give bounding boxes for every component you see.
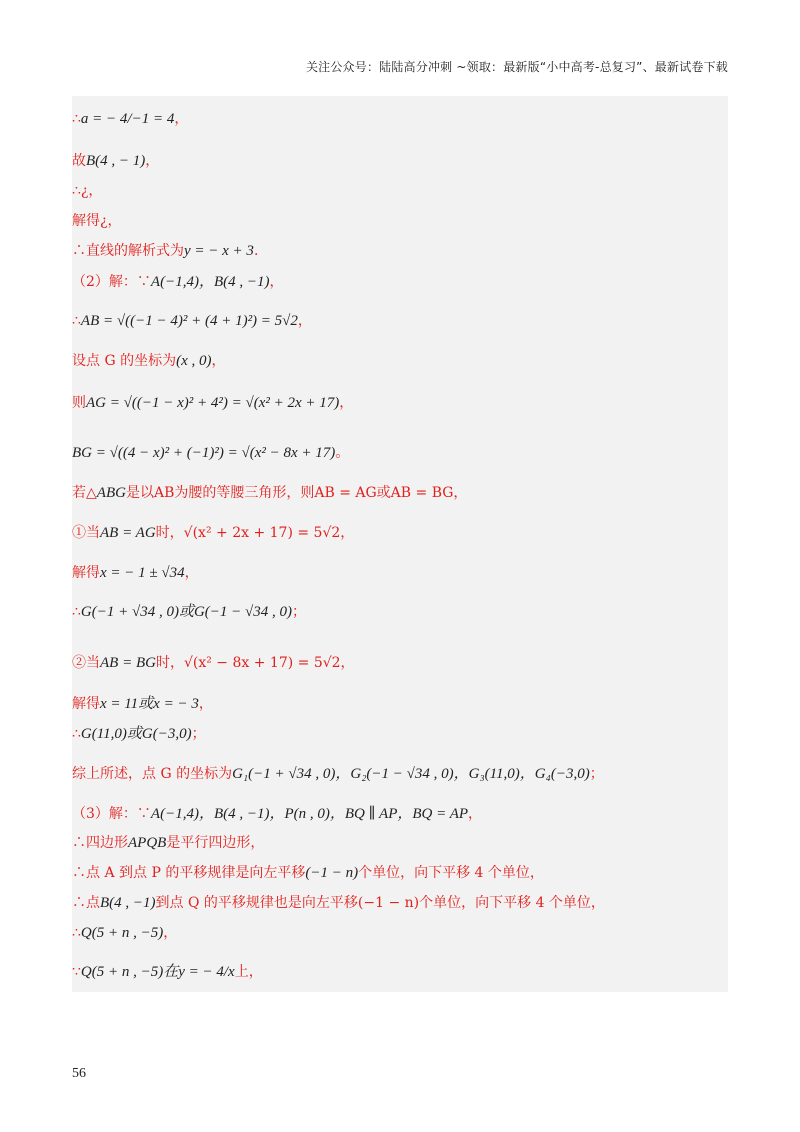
line-text: ，	[184, 565, 199, 581]
solution-line	[72, 482, 467, 502]
math-expression: AB = BG	[100, 655, 156, 671]
line-text: 时，√(x² − 8x + 17) = 5√2，	[155, 655, 355, 671]
solution-line	[72, 762, 604, 783]
line-text: ∴¿	[72, 183, 89, 199]
line-text: ∵	[72, 964, 81, 980]
solution-line	[72, 442, 349, 462]
line-text: 到点 Q 的平移规律也是向左平移(−1 − n)个单位，向下平移 4 个单位，	[155, 895, 605, 911]
math-expression: AB = √((−1 − 4)² + (4 + 1)²) = 5√2	[80, 313, 298, 329]
solution-line	[72, 350, 226, 370]
math-expression: x = 11或x = − 3	[100, 696, 199, 712]
line-text: 解得	[72, 565, 100, 581]
solution-line	[72, 960, 263, 981]
math-expression: B(4 , −1)	[100, 895, 156, 911]
line-text: ，	[163, 925, 178, 941]
line-text: ∴	[72, 111, 81, 127]
line-text: ∴	[72, 604, 81, 620]
math-expression: B(4 , − 1)	[86, 153, 146, 169]
line-text: ∴点	[72, 895, 100, 911]
math-expression: G(−1 + √34 , 0)或G(−1 − √34 , 0)	[80, 604, 293, 620]
math-expression: G(11,0)或G(−3,0)	[80, 726, 192, 742]
math-expression: x = − 1 ± √34	[100, 565, 185, 581]
line-text: ∴	[72, 313, 81, 329]
line-text: 则	[72, 395, 86, 411]
line-text: ，	[88, 183, 103, 199]
math-expression: (x , 0)	[176, 353, 212, 369]
line-text: 是平行四边形，	[166, 835, 265, 851]
line-text: ，	[211, 353, 226, 369]
solution-box	[72, 96, 728, 992]
line-text: ；	[191, 726, 206, 742]
solution-line	[72, 802, 482, 823]
solution-line	[72, 922, 177, 942]
line-text: ，	[269, 274, 284, 290]
line-text: ∴四边形	[72, 835, 128, 851]
line-text: ，	[198, 696, 213, 712]
line-text: ；	[589, 766, 604, 782]
line-text: 综上所述，点 G 的坐标为	[72, 766, 233, 782]
solution-line	[72, 892, 605, 912]
math-expression: APQB	[128, 835, 167, 851]
math-expression: y = − x + 3	[184, 243, 254, 259]
line-text: 若△	[72, 485, 97, 501]
line-text: ∴直线的解析式为	[72, 243, 184, 259]
line-text: ，	[339, 395, 354, 411]
solution-line	[72, 652, 355, 672]
solution-line	[72, 522, 354, 542]
solution-line	[72, 150, 159, 170]
solution-line	[72, 180, 102, 200]
solution-line	[72, 108, 188, 128]
page-number: 56	[72, 1066, 86, 1081]
solution-line	[72, 240, 258, 260]
line-text: 是以AB为腰的等腰三角形，则AB = AG或AB = BG，	[125, 485, 468, 501]
solution-line	[72, 722, 206, 743]
solution-line	[72, 600, 306, 621]
math-expression: Q(5 + n , −5)在y = − 4/x	[80, 964, 235, 980]
line-text: 解得¿	[72, 213, 108, 229]
math-expression: AG = √((−1 − x)² + 4²) = √(x² + 2x + 17)	[86, 395, 340, 411]
line-text: 个单位，向下平移 4 个单位，	[358, 865, 544, 881]
line-text: （2）解：∵	[72, 274, 151, 290]
line-text: ∴点 A 到点 P 的平移规律是向左平移	[72, 865, 306, 881]
line-text: 时，√(x² + 2x + 17) = 5√2，	[155, 525, 355, 541]
solution-line	[72, 562, 199, 582]
page-header: 关注公众号：陆陆高分冲刺 ~领取：最新版“小中高考-总复习”、最新试卷下载	[305, 60, 728, 74]
solution-line	[72, 832, 264, 852]
line-text: （3）解：∵	[72, 806, 151, 822]
solution-line	[72, 392, 353, 412]
math-expression: (−1 − n)	[305, 865, 359, 881]
math-expression: ABG	[96, 485, 126, 501]
line-text: ①当	[72, 525, 100, 541]
solution-line	[72, 210, 122, 230]
line-text: 故	[72, 153, 86, 169]
solution-line	[72, 310, 312, 330]
line-text: ，	[174, 111, 189, 127]
math-expression: A(−1,4)，B(4 , −1)	[150, 274, 270, 290]
solution-line	[72, 862, 544, 882]
line-text: 设点 G 的坐标为	[72, 353, 177, 369]
line-text: ，	[107, 213, 122, 229]
math-expression: BG = √((4 − x)² + (−1)²) = √(x² − 8x + 17)	[72, 445, 336, 461]
math-expression: Q(5 + n , −5)	[80, 925, 164, 941]
math-expression: a = − 4/−1 = 4	[80, 111, 175, 127]
solution-line	[72, 692, 213, 713]
line-text: 解得	[72, 696, 100, 712]
line-text: ；	[292, 604, 307, 620]
line-text: .	[253, 243, 259, 259]
math-expression: AB = AG	[100, 525, 156, 541]
line-text: 。	[335, 445, 350, 461]
line-text: ，	[468, 806, 483, 822]
line-text: ，	[297, 313, 312, 329]
line-text: 上，	[234, 964, 263, 980]
line-text: ②当	[72, 655, 100, 671]
math-expression: G₁(−1 + √34 , 0)，G₂(−1 − √34 , 0)，G₃(11,0)，G₄(−3,0)	[232, 766, 590, 782]
math-expression: A(−1,4)，B(4 , −1)，P(n , 0)，BQ ∥ AP，BQ = AP	[150, 806, 469, 822]
line-text: ∴	[72, 726, 81, 742]
solution-line	[72, 270, 283, 291]
line-text: ∴	[72, 925, 81, 941]
line-text: ，	[145, 153, 160, 169]
